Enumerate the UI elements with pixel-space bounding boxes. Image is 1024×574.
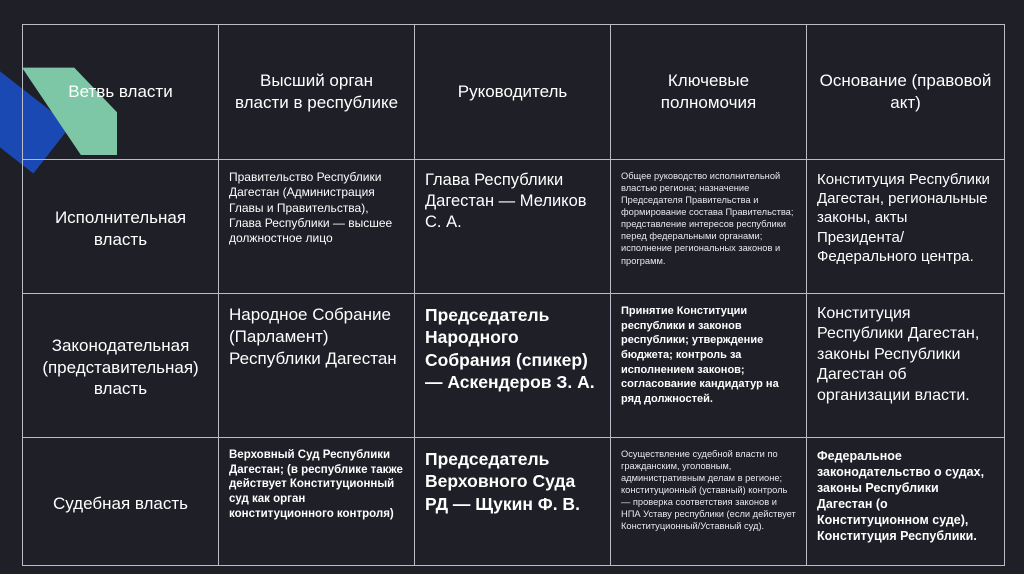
branch-cell: Судебная власть bbox=[23, 438, 219, 566]
organ-cell: Правительство Республики Дагестан (Администрация Главы и Правительства), Глава Республики — высшее должностное лицо bbox=[219, 160, 415, 294]
branch-cell: Исполнительная власть bbox=[23, 160, 219, 294]
table-row bbox=[23, 438, 1005, 566]
powers-cell: Общее руководство исполнительной властью региона; назначение Председателя Правительства и формирование состава Правительства; представление интересов республики перед федеральными органами; исполнение региональных законов и программ. bbox=[611, 160, 807, 294]
table-row bbox=[23, 294, 1005, 438]
table-row bbox=[23, 160, 1005, 294]
header-leader: Руководитель bbox=[415, 25, 611, 160]
basis-cell: Конституция Республики Дагестан, законы Республики Дагестан об организации власти. bbox=[807, 294, 1005, 438]
branch-cell: Законодательная (представительная) власть bbox=[23, 294, 219, 438]
organ-cell: Народное Собрание (Парламент) Республики Дагестан bbox=[219, 294, 415, 438]
organ-cell: Верховный Суд Республики Дагестан; (в республике также действует Конституционный суд как орган конституционного контроля) bbox=[219, 438, 415, 566]
header-powers: Ключевые полномочия bbox=[611, 25, 807, 160]
powers-cell: Осуществление судебной власти по гражданским, уголовным, административным делам в регионе; конституционный (уставный) контроль — проверка соответствия законов и НПА Уставу республики (если действует Конституционный/Уставный суд). bbox=[611, 438, 807, 566]
header-branch: Ветвь власти bbox=[23, 25, 219, 160]
header-organ: Высший орган власти в республике bbox=[219, 25, 415, 160]
leader-cell: Председатель Верховного Суда РД — Щукин Ф. В. bbox=[415, 438, 611, 566]
leader-cell: Глава Республики Дагестан — Меликов С. А. bbox=[415, 160, 611, 294]
basis-cell: Конституция Республики Дагестан, региональные законы, акты Президента/Федерального центра. bbox=[807, 160, 1005, 294]
leader-cell: Председатель Народного Собрания (спикер) — Аскендеров З. А. bbox=[415, 294, 611, 438]
header-basis: Основание (правовой акт) bbox=[807, 25, 1005, 160]
table-header-row bbox=[23, 25, 1005, 160]
basis-cell: Федеральное законодательство о судах, законы Республики Дагестан (о Конституционном суде), Конституция Республики. bbox=[807, 438, 1005, 566]
power-branches-table bbox=[22, 24, 1005, 566]
powers-cell: Принятие Конституции республики и законов республики; утверждение бюджета; контроль за исполнением законов; согласование кандидатур на ряд должностей. bbox=[611, 294, 807, 438]
